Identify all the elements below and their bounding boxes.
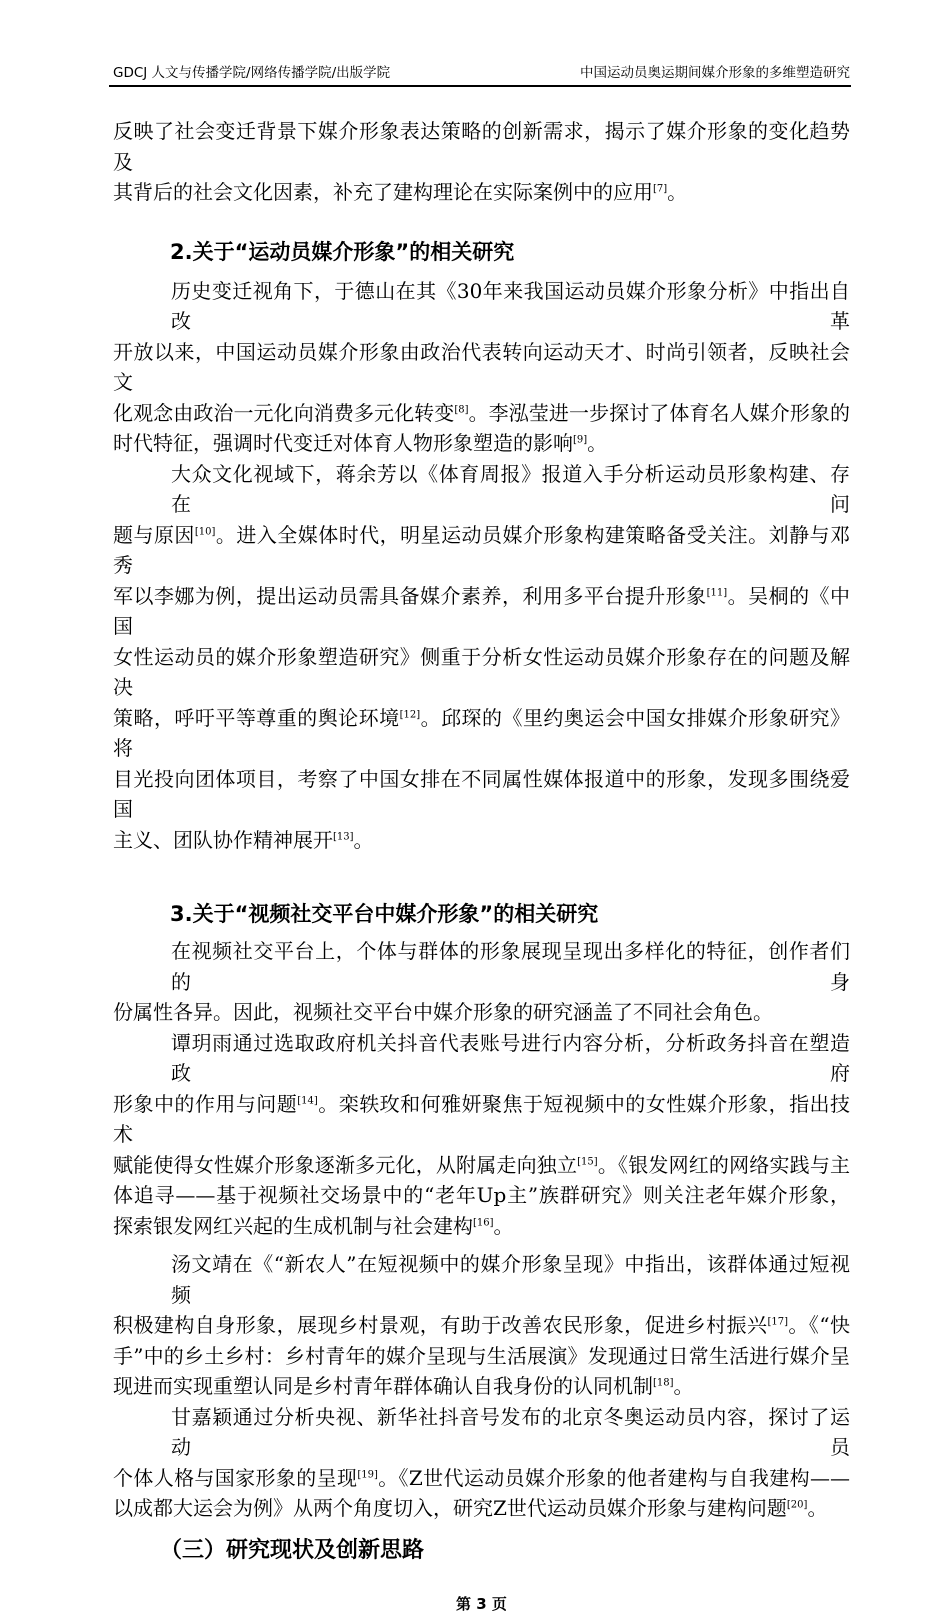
text-run: 化观念由政治一元化向消费多元化转变 (113, 400, 455, 425)
citation-ref: [10] (194, 525, 216, 537)
running-header-left: GDCJ 人文与传播学院/网络传播学院/出版学院 (113, 65, 391, 81)
section-heading-athlete-media-image: 2.关于“运动员媒介形象”的相关研究 (170, 239, 515, 264)
text-run: 甘嘉颖通过分析央视、新华社抖音号发布的北京冬奥运动员内容，探讨了运动员 (171, 1404, 850, 1459)
text-run: 体追寻——基于视频社交场景中的“老年Up主”族群研究》则关注老年媒介形象， (113, 1183, 850, 1207)
text-run: 。 (493, 1213, 514, 1238)
paragraph (113, 1249, 850, 1402)
text-run: 赋能使得女性媒介形象逐渐多元化，从附属走向独立 (113, 1152, 578, 1177)
text-line (113, 936, 850, 997)
section-heading-video-social-platform: 3.关于“视频社交平台中媒介形象”的相关研究 (170, 902, 599, 926)
citation-ref: [18] (653, 1377, 674, 1389)
citation-ref: [19] (357, 1468, 378, 1480)
text-run: 以成都大运会为例》从两个角度切入，研究Z世代运动员媒介形象与建构问题 (113, 1496, 787, 1520)
intro-paragraph (113, 116, 850, 208)
citation-ref: [12] (399, 708, 421, 720)
text-run: 时代特征，强调时代变迁对体育人物形象塑造的影响 (113, 431, 573, 455)
text-line (113, 1249, 850, 1310)
citation-ref: [8] (454, 403, 469, 415)
page-number: 第 3 页 (456, 1594, 507, 1613)
text-run: 探索银发网红兴起的生成机制与社会建构 (113, 1213, 473, 1238)
text-run: 题与原因 (113, 522, 195, 547)
text-line (113, 276, 850, 337)
text-run: 。栾轶玫和何雅妍聚焦于短视频中的女性媒介形象，指出技术 (113, 1091, 851, 1146)
text-run: 大众文化视域下，蒋余芳以《体育周报》报道入手分析运动员形象构建、存在问 (171, 461, 850, 516)
text-run: 汤文靖在《“新农人”在短视频中的媒介形象呈现》中指出，该群体通过短视频 (171, 1252, 850, 1307)
text-run: 。 (807, 1496, 828, 1520)
text-run: 份属性各异。因此，视频社交平台中媒介形象的研究涵盖了不同社会角色。 (113, 1000, 773, 1024)
text-run: 反映了社会变迁背景下媒介形象表达策略的创新需求，揭示了媒介形象的变化趋势及 (113, 119, 850, 174)
text-line (113, 1089, 850, 1150)
paragraph (113, 1402, 850, 1524)
text-run: 主义、团队协作精神展开 (113, 827, 333, 852)
text-line (113, 1310, 850, 1341)
text-run: 在视频社交平台上，个体与群体的形象展现呈现出多样化的特征，创作者们的身 (171, 939, 850, 994)
text-run: 形象中的作用与问题 (113, 1091, 298, 1116)
text-line (113, 581, 850, 642)
text-line (113, 116, 850, 177)
text-line (113, 428, 850, 459)
text-run: 。《“快 (787, 1313, 850, 1337)
text-line (113, 337, 850, 398)
citation-ref: [9] (573, 434, 588, 446)
text-run: 。 (673, 1374, 694, 1398)
citation-ref: [14] (297, 1094, 318, 1106)
text-line (113, 642, 850, 703)
header-rule (109, 85, 851, 87)
text-run: 其背后的社会文化因素，补充了建构理论在实际案例中的应用 (113, 180, 653, 204)
citation-ref: [20] (786, 1499, 808, 1511)
chapter-heading-research-status: （三）研究现状及创新思路 (160, 1537, 425, 1563)
text-run: 。邱琛的《里约奥运会中国女排媒介形象研究》将 (113, 705, 851, 760)
text-run: 。进入全媒体时代，明星运动员媒介形象构建策略备受关注。刘静与邓秀 (113, 522, 851, 577)
citation-ref: [17] (767, 1316, 788, 1328)
text-run: 。李泓莹进一步探讨了体育名人媒介形象的 (468, 400, 851, 425)
text-run: 开放以来，中国运动员媒介形象由政治代表转向运动天才、时尚引领者，反映社会文 (113, 339, 850, 394)
text-run: 目光投向团体项目，考察了中国女排在不同属性媒体报道中的形象，发现多围绕爱国 (113, 766, 850, 821)
text-line (113, 1150, 850, 1181)
text-line (113, 1493, 850, 1524)
text-run: 积极建构自身形象，展现乡村景观，有助于改善农民形象，促进乡村振兴 (113, 1313, 768, 1337)
text-line (113, 1211, 850, 1242)
text-line (113, 997, 850, 1028)
text-run: 。 (353, 827, 374, 852)
citation-ref: [16] (473, 1216, 494, 1228)
text-run: 现进而实现重塑认同是乡村青年群体确认自我身份的认同机制 (113, 1374, 653, 1398)
text-line (113, 1402, 850, 1463)
text-run: 。 (587, 431, 608, 455)
text-run: 策略，呼吁平等尊重的舆论环境 (113, 705, 400, 730)
paragraph (113, 276, 850, 459)
running-header-right: 中国运动员奥运期间媒介形象的多维塑造研究 (580, 65, 850, 81)
text-line (113, 764, 850, 825)
text-run: 手”中的乡土乡村：乡村青年的媒介呈现与生活展演》发现通过日常生活进行媒介呈 (113, 1343, 850, 1368)
text-run: 。吴桐的《中国 (113, 583, 851, 638)
citation-ref: [11] (706, 586, 728, 598)
paragraph (113, 936, 850, 1028)
paragraph (113, 1028, 850, 1242)
text-line (113, 177, 850, 208)
citation-ref: [13] (333, 830, 354, 842)
running-header (113, 64, 850, 82)
text-line (113, 1028, 850, 1089)
text-line (113, 825, 850, 856)
text-run: 。《银发网红的网络实践与主 (597, 1152, 851, 1177)
text-line (113, 1180, 850, 1211)
citation-ref: [15] (577, 1155, 598, 1167)
text-line (113, 703, 850, 764)
text-run: 。 (667, 180, 688, 204)
text-line (113, 459, 850, 520)
text-line (113, 1463, 850, 1494)
text-line (113, 1371, 850, 1402)
paragraph (113, 459, 850, 856)
text-run: 个体人格与国家形象的呈现 (113, 1465, 358, 1490)
text-run: 军以李娜为例，提出运动员需具备媒介素养，利用多平台提升形象 (113, 583, 707, 608)
text-run: 女性运动员的媒介形象塑造研究》侧重于分析女性运动员媒介形象存在的问题及解决 (113, 644, 850, 699)
text-line (113, 520, 850, 581)
text-line (113, 1341, 850, 1372)
text-run: 谭玥雨通过选取政府机关抖音代表账号进行内容分析，分析政务抖音在塑造政府 (171, 1030, 850, 1085)
text-line (113, 398, 850, 429)
text-run: 。《Z世代运动员媒介形象的他者建构与自我建构—— (377, 1465, 850, 1490)
text-run: 历史变迁视角下，于德山在其《30年来我国运动员媒介形象分析》中指出自改革 (171, 278, 850, 333)
page-body (113, 116, 850, 1614)
citation-ref: [7] (653, 183, 668, 195)
